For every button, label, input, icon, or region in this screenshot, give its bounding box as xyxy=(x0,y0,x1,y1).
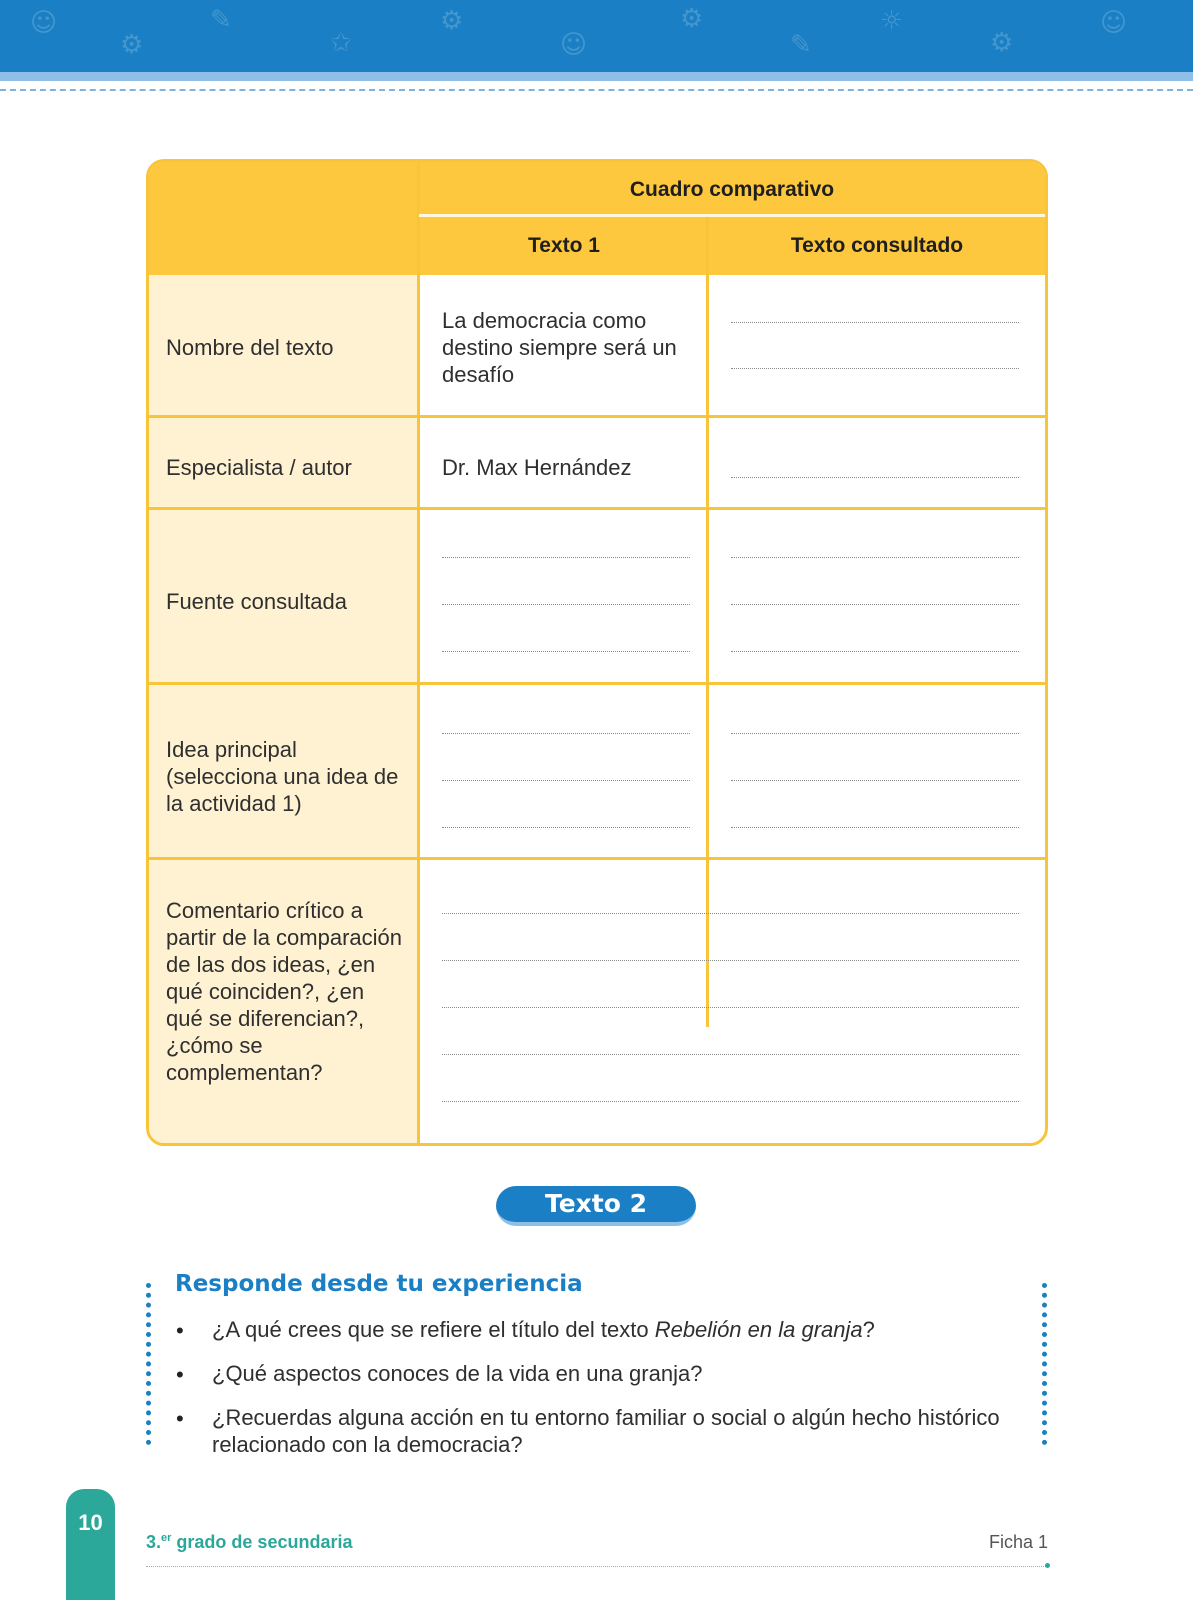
row-label-fuente: Fuente consultada xyxy=(166,589,348,614)
section-pill-texto2: Texto 2 xyxy=(496,1186,696,1226)
box-left-border xyxy=(146,1283,151,1445)
page-number-tab xyxy=(66,1489,115,1600)
grade-ordinal: er xyxy=(161,1532,172,1544)
pencil-icon: ✎ xyxy=(790,30,812,60)
cell-nombre-texto1: La democracia como destino siempre será un desafío xyxy=(442,308,677,387)
box-right-border xyxy=(1042,1283,1047,1445)
gear-icon: ⚙ xyxy=(990,28,1014,58)
answer-line[interactable] xyxy=(731,557,1019,558)
grid-line xyxy=(706,215,709,1027)
answer-line[interactable] xyxy=(442,604,690,605)
lightbulb-icon: ☼ xyxy=(880,6,904,36)
question-1-end: ? xyxy=(862,1317,875,1342)
footer-divider xyxy=(146,1566,1048,1567)
footer-dot xyxy=(1045,1563,1050,1568)
answer-line[interactable] xyxy=(731,827,1019,828)
question-1 xyxy=(212,1316,1032,1343)
page-number: 10 xyxy=(78,1510,103,1535)
answer-line[interactable] xyxy=(442,1054,1019,1055)
row-label-comentario: Comentario crítico a partir de la comparación de las dos ideas, ¿en qué coinciden?, ¿en qué se diferencian?, ¿cómo se complementan? xyxy=(166,898,403,1085)
question-3: ¿Recuerdas alguna acción en tu entorno familiar o social o algún hecho histórico relacionado con la democracia? xyxy=(212,1405,1000,1457)
header-band-light xyxy=(0,72,1193,81)
cell-autor-texto1: Dr. Max Hernández xyxy=(442,455,632,480)
star-icon: ✩ xyxy=(330,28,352,58)
grade-label xyxy=(146,1532,352,1553)
grid-line xyxy=(419,214,1045,217)
header-divider xyxy=(0,89,1193,91)
grid-line xyxy=(149,415,1045,418)
answer-line[interactable] xyxy=(442,827,690,828)
grid-line xyxy=(149,682,1045,685)
responde-title: Responde desde tu experiencia xyxy=(175,1271,583,1297)
answer-line[interactable] xyxy=(731,322,1019,323)
question-1-text: ¿A qué crees que se refiere el título del texto xyxy=(212,1317,655,1342)
grid-line xyxy=(149,507,1045,510)
table-title: Cuadro comparativo xyxy=(629,178,835,201)
answer-line[interactable] xyxy=(442,1007,1019,1008)
answer-line[interactable] xyxy=(442,780,690,781)
answer-line[interactable] xyxy=(442,651,690,652)
gear-icon: ⚙ xyxy=(680,4,704,34)
gear-icon: ⚙ xyxy=(120,30,144,60)
answer-line[interactable] xyxy=(731,604,1019,605)
smiley-icon: ☺ xyxy=(1100,8,1128,38)
gear-icon: ⚙ xyxy=(440,6,464,36)
header-band xyxy=(0,0,1193,72)
bullet-icon: • xyxy=(176,1362,184,1387)
column-header-texto1: Texto 1 xyxy=(528,234,600,257)
answer-line[interactable] xyxy=(442,913,1019,914)
answer-line[interactable] xyxy=(442,1101,1019,1102)
answer-line[interactable] xyxy=(731,780,1019,781)
question-2: ¿Qué aspectos conoces de la vida en una granja? xyxy=(212,1361,703,1386)
answer-line[interactable] xyxy=(442,557,690,558)
smiley-icon: ☺ xyxy=(30,8,58,38)
bullet-icon: • xyxy=(176,1318,184,1343)
grid-line xyxy=(417,162,420,1143)
bullet-icon: • xyxy=(176,1406,184,1431)
answer-line[interactable] xyxy=(442,960,1019,961)
row-label-nombre: Nombre del texto xyxy=(166,335,334,360)
smiley-icon: ☺ xyxy=(560,30,588,60)
grid-line xyxy=(149,857,1045,860)
answer-line[interactable] xyxy=(731,368,1019,369)
answer-line[interactable] xyxy=(442,733,690,734)
row-label-idea: Idea principal (selecciona una idea de la actividad 1) xyxy=(166,737,399,816)
book-title: Rebelión en la granja xyxy=(654,1317,863,1342)
grade-number: 3. xyxy=(146,1532,162,1552)
answer-line[interactable] xyxy=(731,733,1019,734)
pencil-icon: ✎ xyxy=(210,5,232,35)
comparison-table xyxy=(146,159,1048,1146)
answer-line[interactable] xyxy=(731,651,1019,652)
grade-text: grado de secundaria xyxy=(171,1532,353,1552)
row-label-autor: Especialista / autor xyxy=(166,455,352,480)
column-header-texto-consultado: Texto consultado xyxy=(790,234,964,257)
ficha-label: Ficha 1 xyxy=(988,1532,1048,1552)
answer-line[interactable] xyxy=(731,477,1019,478)
